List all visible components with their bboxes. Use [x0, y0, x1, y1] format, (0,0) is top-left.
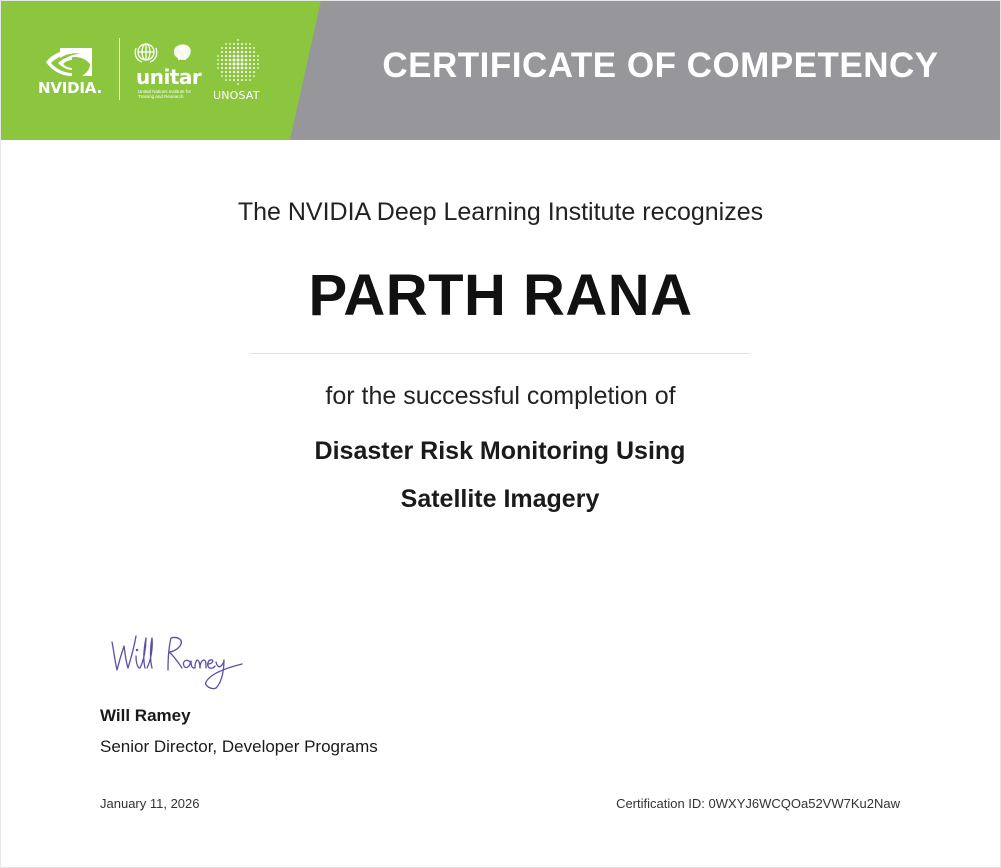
unosat-dot — [229, 55, 232, 58]
unosat-dot — [233, 75, 235, 77]
logo-divider — [119, 38, 120, 100]
unosat-dot — [221, 51, 223, 53]
certificate-title: CERTIFICATE OF COMPETENCY — [382, 46, 939, 85]
unosat-dot — [245, 63, 248, 66]
unosat-dot — [236, 62, 239, 65]
course-title-line-1: Disaster Risk Monitoring Using — [314, 437, 686, 465]
unosat-dot — [221, 71, 223, 73]
unosat-dot — [249, 71, 251, 73]
unosat-dot — [225, 71, 227, 73]
unosat-dot — [225, 67, 227, 69]
unosat-dot — [237, 47, 239, 49]
unosat-dot — [225, 63, 227, 65]
unosat-dot — [249, 63, 251, 65]
unosat-dot — [237, 75, 239, 77]
unosat-dot — [237, 71, 240, 74]
unosat-dot — [241, 55, 244, 58]
header-band — [0, 0, 1001, 140]
unosat-dot — [241, 71, 243, 73]
unosat-dot — [241, 63, 244, 66]
course-title-line-2: Satellite Imagery — [400, 485, 600, 513]
unosat-dot — [229, 75, 231, 77]
unitar-tagline: United Nations Institute for Training and Research — [138, 89, 192, 99]
unosat-dot — [233, 55, 236, 58]
unosat-wordmark: UNOSAT — [213, 89, 260, 102]
completion-line: for the successful completion of — [325, 382, 676, 410]
unosat-dot — [229, 67, 232, 70]
handwritten-signature — [106, 628, 256, 698]
unosat-dot — [229, 59, 232, 62]
unosat-dot — [245, 67, 248, 70]
name-underline-divider — [250, 353, 750, 354]
unosat-dot — [233, 59, 236, 62]
unosat-dot — [257, 67, 259, 69]
unosat-dot — [249, 79, 251, 81]
unosat-dot — [245, 79, 247, 81]
unosat-dot — [237, 83, 239, 85]
course-title — [200, 427, 800, 523]
unosat-dot — [241, 75, 243, 77]
unosat-dot — [217, 55, 219, 57]
unosat-dot — [249, 43, 251, 45]
unitar-wordmark: unitar — [136, 65, 202, 89]
unosat-dot — [221, 47, 223, 49]
unosat-dot — [217, 63, 219, 65]
unosat-dot — [241, 43, 243, 45]
unosat-dot — [225, 55, 227, 57]
unosat-dot — [241, 59, 244, 62]
unosat-dot — [237, 51, 240, 54]
certification-id: Certification ID: 0WXYJ6WCQOa52VW7Ku2Naw — [616, 796, 900, 811]
unosat-dot — [253, 71, 255, 73]
unosat-dot — [225, 79, 227, 81]
signatory-name: Will Ramey — [100, 706, 191, 725]
unosat-dot — [245, 47, 247, 49]
unosat-dot — [233, 79, 235, 81]
signatory-title: Senior Director, Developer Programs — [100, 737, 378, 756]
unosat-dot — [233, 43, 235, 45]
unosat-dot — [237, 79, 239, 81]
unosat-dot — [229, 51, 231, 53]
unosat-dot — [253, 75, 255, 77]
unosat-dot — [241, 79, 243, 81]
unosat-dot — [225, 75, 227, 77]
unosat-dot — [233, 51, 235, 53]
unosat-dot — [225, 47, 227, 49]
unosat-dot — [237, 43, 239, 45]
recognition-line: The NVIDIA Deep Learning Institute recognizes — [237, 198, 764, 226]
unosat-dot — [221, 59, 223, 61]
issue-date: January 11, 2026 — [100, 796, 200, 811]
unosat-dot — [245, 43, 247, 45]
unosat-dot — [245, 55, 248, 58]
unosat-dot-globe-icon — [212, 38, 264, 90]
unosat-dot — [237, 55, 240, 58]
unosat-dot — [249, 55, 251, 57]
unosat-dot — [229, 47, 231, 49]
unosat-dot — [249, 67, 251, 69]
unosat-dot — [221, 67, 223, 69]
unosat-dot — [237, 39, 239, 41]
unosat-dot — [241, 47, 243, 49]
unosat-dot — [225, 59, 227, 61]
unosat-dot — [221, 63, 223, 65]
unosat-dot — [233, 47, 235, 49]
unosat-dot — [217, 67, 219, 69]
unosat-dot — [237, 67, 240, 70]
unosat-dot — [249, 47, 251, 49]
unosat-dot — [253, 63, 255, 65]
unosat-dot — [249, 51, 251, 53]
unosat-dot — [236, 58, 239, 61]
unosat-dot — [221, 75, 223, 77]
unosat-dot — [245, 59, 248, 62]
unosat-dot — [225, 51, 227, 53]
unosat-dot — [233, 67, 236, 70]
unosat-dot — [221, 55, 223, 57]
unosat-dot — [229, 63, 232, 66]
unosat-dot — [245, 75, 247, 77]
unosat-dot — [225, 43, 227, 45]
recipient-name: PARTH RANA — [308, 263, 693, 328]
unosat-dot — [245, 71, 247, 73]
unosat-dot — [253, 47, 255, 49]
unosat-dot — [253, 67, 255, 69]
unosat-dot — [257, 59, 259, 61]
unosat-dot — [249, 59, 251, 61]
unosat-dot — [229, 43, 231, 45]
unosat-dot — [241, 67, 244, 70]
unosat-dot — [253, 55, 255, 57]
unosat-dot — [229, 71, 231, 73]
unosat-dot — [253, 51, 255, 53]
unosat-dot — [257, 63, 259, 65]
unosat-dot — [233, 63, 236, 66]
unosat-dot — [245, 51, 247, 53]
unosat-dot — [249, 75, 251, 77]
unosat-dot — [217, 59, 219, 61]
nvidia-wordmark: NVIDIA. — [38, 79, 102, 97]
unosat-dot — [257, 55, 259, 57]
unosat-dot — [253, 59, 255, 61]
unosat-dot — [233, 71, 235, 73]
unosat-dot — [229, 79, 231, 81]
unosat-dot — [241, 51, 243, 53]
